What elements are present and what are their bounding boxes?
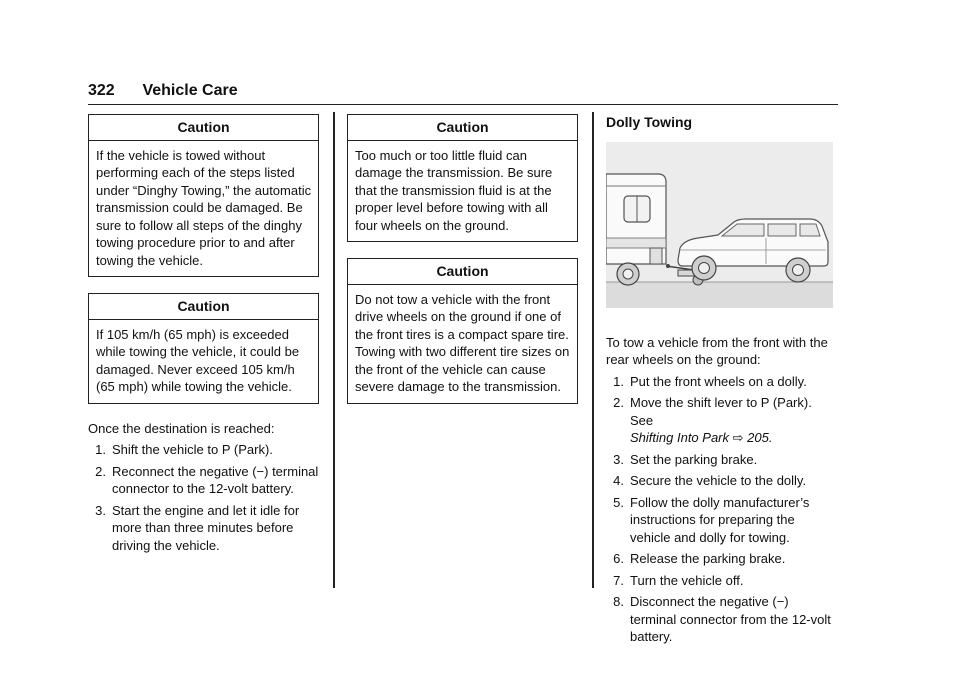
list-item: [88, 441, 319, 459]
list-item: [606, 394, 837, 447]
caution-box: [347, 114, 578, 242]
list-item: [88, 463, 319, 498]
step-number: 1.: [95, 442, 106, 457]
middle-column: [347, 114, 578, 420]
caution-title: Caution: [348, 259, 577, 285]
caution-body: Too much or too little fluid can damage the transmission. Be sure that the transmission fluid is at the proper level before towing with all four wheels on the ground.: [355, 147, 553, 233]
step-text: Secure the vehicle to the dolly.: [630, 473, 807, 488]
section-title: Vehicle Care: [142, 82, 238, 99]
step-text: Follow the dolly manufacturer’s instructions for preparing the vehicle and dolly for towing.: [630, 494, 810, 545]
step-text: Shift the vehicle to P (Park).: [112, 442, 273, 457]
step-number: 2.: [95, 463, 106, 479]
step-number: 2.: [613, 395, 624, 410]
list-item: [606, 373, 837, 391]
caution-title: Caution: [348, 115, 577, 141]
dolly-steps: [606, 373, 837, 646]
caution-box: [347, 258, 578, 404]
caution-box: [88, 114, 319, 277]
list-item: [606, 451, 837, 469]
step-text-group: [630, 394, 837, 447]
page-number: 322: [88, 82, 115, 99]
dolly-intro: To tow a vehicle from the front with the rear wheels on the ground:: [606, 334, 828, 367]
list-item: [606, 494, 837, 547]
step-number: 5.: [613, 494, 624, 510]
list-item: [606, 472, 837, 490]
caution-title: Caution: [89, 115, 318, 141]
step-text: Set the parking brake.: [630, 451, 758, 467]
caution-box: [88, 293, 319, 404]
step-number: 4.: [613, 473, 624, 488]
step-text: Start the engine and let it idle for more than three minutes before driving the vehicle.: [112, 502, 300, 553]
step-number: 3.: [613, 451, 624, 467]
destination-steps: [88, 441, 319, 554]
caution-body: Do not tow a vehicle with the front drive wheels on the ground if one of the front tires is a compact spare tire. Towing with two different tire sizes on the front of the vehicle can cause severe damage to the transmission.: [355, 291, 570, 394]
list-item: [606, 550, 837, 568]
step-text: Turn the vehicle off.: [630, 572, 744, 588]
step-number: 7.: [613, 572, 624, 588]
step-text: Release the parking brake.: [630, 551, 786, 566]
step-text: Put the front wheels on a dolly.: [630, 373, 807, 389]
column-divider: [592, 112, 594, 588]
dolly-towing-title: Dolly Towing: [606, 114, 693, 130]
destination-intro: Once the destination is reached:: [88, 420, 275, 436]
step-text: Disconnect the negative (−) terminal connector from the 12-volt battery.: [630, 594, 831, 644]
caution-body: If 105 km/h (65 mph) is exceeded while towing the vehicle, it could be damaged. Never exceed 105 km/h (65 mph) while towing the vehicle.: [96, 326, 300, 394]
step-number: 3.: [95, 502, 106, 518]
caution-title: Caution: [89, 294, 318, 320]
column-divider: [333, 112, 335, 588]
list-item: [606, 572, 837, 590]
dolly-towing-illustration: [606, 142, 833, 308]
cross-reference-link[interactable]: Shifting Into Park: [630, 430, 729, 445]
left-column: [88, 114, 319, 558]
step-text: Reconnect the negative (−) terminal connector to the 12-volt battery.: [112, 463, 319, 496]
right-column: [606, 114, 837, 650]
page-reference: ⇨ 205.: [732, 430, 773, 445]
step-number: 1.: [613, 373, 624, 389]
list-item: [606, 593, 837, 646]
list-item: [88, 502, 319, 555]
step-number: 6.: [613, 551, 624, 566]
caution-body: If the vehicle is towed without performing each of the steps listed under “Dinghy Towing,” the automatic transmission could be damaged. Be sure to follow all steps of the dinghy towing procedure prior to and after towing the vehicle.: [96, 147, 312, 268]
page-header: [88, 82, 838, 105]
step-text: Move the shift lever to P (Park). See: [630, 395, 812, 428]
step-number: 8.: [613, 594, 624, 609]
